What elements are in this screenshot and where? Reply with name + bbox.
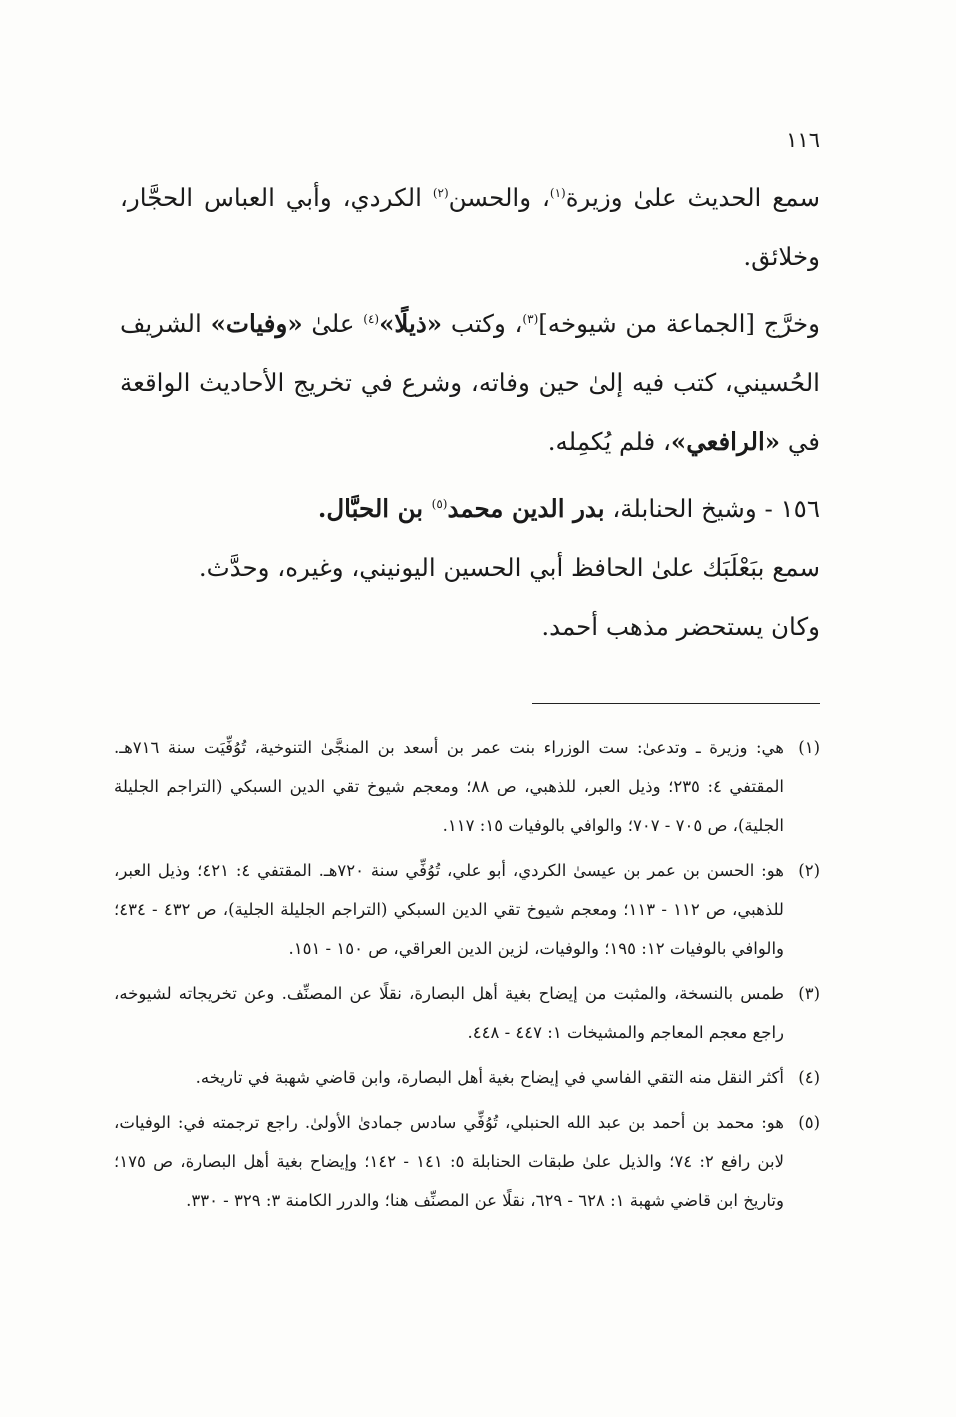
book-title: «الرافعي»	[670, 427, 781, 456]
paragraph-2: وخرَّج [الجماعة من شيوخه]$^{(٣)}$، وكتب «ذيلًا»$^{(٤)}$ علىٰ «وفيات» الشريف الحُسيني، كتب فيه إلىٰ حين وفاته، وشرع في تخريج الأحاديث الواقعة في «الرافعي»، فلم يُكمِله.	[120, 309, 820, 456]
footnote-ref[interactable]: (٤)	[363, 311, 380, 326]
footnote-text: هو: الحسن بن عمر بن عيسىٰ الكردي، أبو علي، تُوُفِّي سنة ٧٢٠هـ. المقتفي ٤: ٤٢١؛ وذيل العبر، للذهبي، ص ١١٢ - ١١٣؛ ومعجم شيوخ تقي الدين السبكي (التراجم الجليلة الجلية)، ص ٤٣٢ - ٤٣٤؛ والوافي بالوفيات ١٢: ١٩٥؛ والوفيات، لزين الدين العراقي، ص ١٥٠ - ١٥١.	[114, 861, 784, 958]
footnote-5	[114, 1103, 820, 1220]
footnote-ref[interactable]: (٢)	[432, 185, 449, 200]
footnote-text: طمس بالنسخة، والمثبت من إيضاح بغية أهل البصارة، نقلًا عن المصنِّف. وعن تخريجاته لشيوخه، راجع معجم المعاجم والمشيخات ١: ٤٤٧ - ٤٤٨.	[114, 984, 784, 1042]
footnote-number: (١)	[798, 738, 820, 757]
entry-heading: ١٥٦ - وشيخ الحنابلة، بدر الدين محمد$^{(٥)}$ بن الحبَّال.	[317, 494, 820, 523]
footnote-number: (٣)	[798, 984, 820, 1003]
footnote-number: (٢)	[798, 861, 820, 880]
book-title: «وفيات»	[210, 309, 303, 338]
footnote-text: هو: محمد بن أحمد بن عبد الله الحنبلي، تُوُفِّي سادس جمادىٰ الأولىٰ. راجع ترجمته في: الوفيات، لابن رافع ٢: ٧٤؛ والذيل علىٰ طبقات الحنابلة ٥: ١٤١ - ١٤٢؛ وإيضاح بغية أهل البصارة، ص ١٧٥؛ وتاريخ ابن قاضي شهبة ١: ٦٢٨ - ٦٢٩، نقلًا عن المصنِّف هنا؛ والدرر الكامنة ٣: ٣٢٩ - ٣٣٠.	[114, 1113, 784, 1210]
footnote-number: (٥)	[798, 1113, 820, 1132]
page-number: ١١٦	[786, 128, 820, 152]
footnote-3	[114, 974, 820, 1052]
footnotes	[114, 728, 820, 1220]
footnote-number: (٤)	[798, 1068, 820, 1087]
footnote-2	[114, 851, 820, 968]
paragraph-3: سمع ببَعْلَبَك علىٰ الحافظ أبي الحسين اليونيني، وغيره، وحدَّث.	[198, 553, 820, 582]
main-text	[120, 168, 820, 656]
footnote-divider	[532, 703, 820, 704]
entry-name: بدر الدين محمد	[447, 494, 605, 523]
footnote-text: أكثر النقل منه التقي الفاسي في إيضاح بغية أهل البصارة، وابن قاضي شهبة في تاريخه.	[195, 1068, 784, 1087]
footnote-text: هي: وزيرة ـ وتدعىٰ: ست الوزراء بنت عمر بن أسعد بن المنجَّىٰ التنوخية، تُوُفِّيَت سنة ٧١٦هـ. المقتفي ٤: ٢٣٥؛ وذيل العبر، للذهبي، ص ٨٨؛ ومعجم شيوخ تقي الدين السبكي (التراجم الجليلة الجلية)، ص ٧٠٥ - ٧٠٧؛ والوافي بالوفيات ١٥: ١١٧.	[114, 738, 784, 835]
paragraph-1: سمع الحديث علىٰ وزيرة$^{(١)}$، والحسن$^{(٢)}$ الكردي، وأبي العباس الحجَّار، وخلائق.	[120, 183, 820, 271]
paragraph-4: وكان يستحضر مذهب أحمد.	[541, 612, 820, 641]
book-title: «ذيلًا»	[379, 309, 443, 338]
entry-name-suffix: بن الحبَّال.	[317, 494, 432, 523]
footnote-4	[114, 1058, 820, 1097]
footnote-ref[interactable]: (٣)	[522, 311, 539, 326]
footnote-1	[114, 728, 820, 845]
footnote-ref[interactable]: (٥)	[431, 496, 448, 511]
footnote-ref[interactable]: (١)	[549, 185, 566, 200]
